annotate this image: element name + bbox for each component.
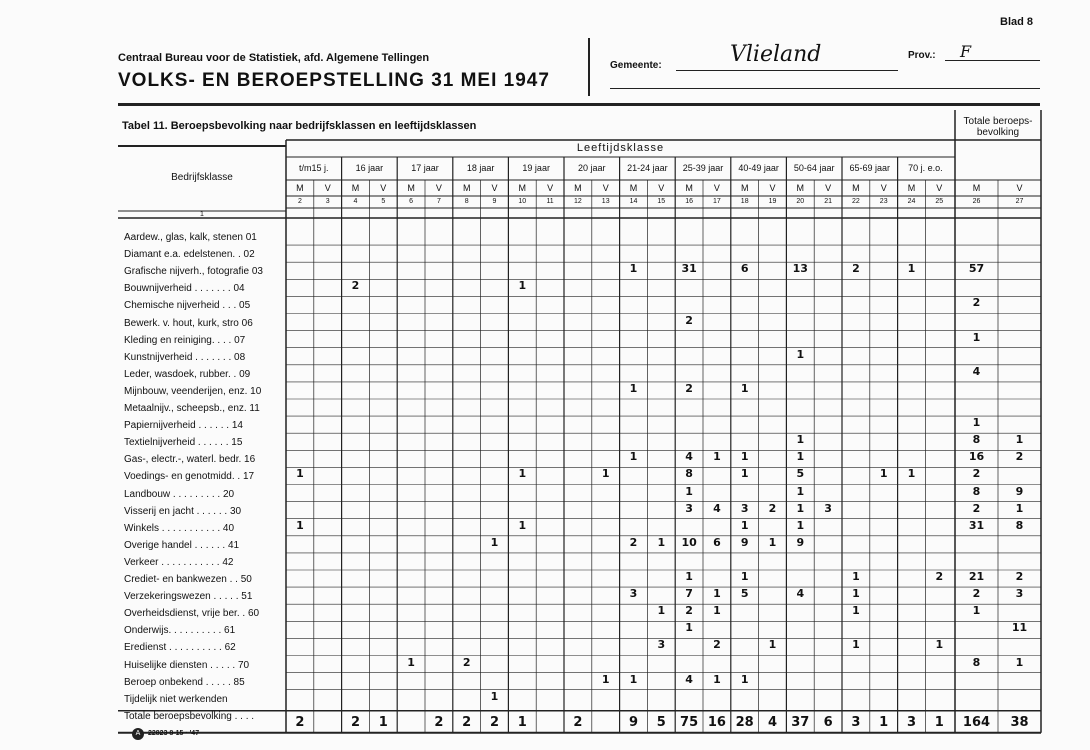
sex-label: V [491,183,498,193]
bedrijfsklasse-row-label: Overheidsdienst, vrije ber. . 60 [124,608,260,620]
col1-number: 1 [200,211,204,218]
bedrijfsklasse-row-label: Visserij en jacht . . . . . . 30 [124,505,242,517]
sex-label: M [629,183,638,193]
bedrijfsklasse-row-label: Tijdelijk niet werkenden [124,693,228,705]
handwritten-entry: 1 [907,467,916,481]
handwritten-entry: 1 [972,416,981,430]
bedrijfsklasse-row-label: Eredienst . . . . . . . . . . 62 [124,642,236,654]
handwritten-entry: 1 [935,638,944,652]
col-number: 9 [492,198,497,205]
handwritten-entry: 1 [1015,433,1024,447]
bedrijfsklasse-row-label: Leder, wasdoek, rubber. . 09 [124,368,251,380]
total-col-number: 27 [1015,198,1024,205]
total-col-number: 26 [972,198,981,205]
col-number: 23 [879,198,888,205]
bedrijfsklasse-row-label: Bouwnijverheid . . . . . . . 04 [124,283,245,295]
handwritten-entry: 1 [629,262,638,276]
sex-label: M [796,183,805,193]
handwritten-entry: 1 [879,467,888,481]
handwritten-entry: 1 [852,604,860,618]
handwritten-entry: 1 [972,330,981,344]
handwritten-entry: 2 [685,381,693,395]
handwritten-entry: 1 [601,672,610,686]
handwritten-entry: 1 [1015,655,1024,669]
handwritten-entry: 1 [490,535,499,549]
handwritten-entry: 2 [685,604,693,618]
handwritten-entry: 4 [685,450,693,464]
age-group-label: 65-69 jaar [849,163,891,173]
handwritten-entry: 1 [657,604,666,618]
bedrijfsklasse-row-label: Bewerk. v. hout, kurk, stro 06 [124,317,253,329]
total-entry: 164 [962,714,991,730]
total-entry: 2 [434,714,444,730]
handwritten-entry: 13 [792,262,808,276]
bedrijfsklasse-row-label: Papiernijverheid . . . . . . 14 [124,420,243,432]
sex-label: M [407,183,415,193]
sex-label: V [769,183,776,193]
bedrijfsklasse-row-label: Verkeer . . . . . . . . . . . 42 [124,556,234,568]
handwritten-entry: 3 [657,638,666,652]
total-entry: 3 [906,714,917,730]
handwritten-entry: 2 [972,467,981,481]
handwritten-entry: 1 [518,279,527,293]
total-entry: 37 [791,714,810,730]
total-entry: 16 [707,714,726,730]
handwritten-entry: 6 [740,262,749,276]
sex-label: M [518,183,527,193]
handwritten-entry: 1 [407,655,415,669]
col-number: 2 [297,198,302,205]
handwritten-entry: 2 [852,262,860,276]
handwritten-entry: 7 [685,587,693,601]
total-entry: 1 [378,714,388,730]
sex-label: V [324,183,331,193]
print-code: 22823 8-15 · '47 [148,730,200,737]
sex-label: V [602,183,609,193]
handwritten-entry: 3 [685,501,693,515]
age-group-label: t/m15 j. [299,163,329,173]
sex-label: M [462,183,471,193]
handwritten-entry: 3 [629,587,638,601]
sex-label: M [907,183,916,193]
handwritten-entry: 9 [1015,484,1024,498]
handwritten-entry: 4 [796,587,805,601]
handwritten-entry: 5 [740,587,749,601]
sex-label: V [435,183,442,193]
total-entry: 2 [462,714,472,730]
handwritten-entry: 2 [768,501,777,515]
col-number: 15 [657,198,666,205]
col-number: 10 [518,198,527,205]
total-entry: 2 [350,714,361,730]
table-title: Tabel 11. Beroepsbevolking naar bedrijfsklassen en leeftijdsklassen [122,120,477,132]
bedrijfsklasse-row-label: Huiselijke diensten . . . . . 70 [124,659,250,671]
col-number: 7 [436,198,441,205]
total-entry: 9 [628,714,639,730]
sex-label: V [713,183,720,193]
handwritten-entry: 1 [972,604,981,618]
gemeente-label: Gemeente: [610,60,662,71]
handwritten-entry: 11 [1011,621,1028,635]
total-entry: 2 [489,714,500,730]
handwritten-entry: 8 [685,467,693,481]
total-entry: 5 [656,714,666,730]
col-number: 18 [740,198,749,205]
bedrijfsklasse-row-label: Kunstnijverheid . . . . . . . 08 [124,351,246,363]
handwritten-entry: 1 [490,689,499,703]
handwritten-entry: 21 [968,570,985,583]
col-number: 3 [325,198,330,205]
handwritten-entry: 1 [768,535,777,549]
province-value: F [960,42,972,61]
total-entry: 2 [573,714,583,730]
gemeente-value: Vlieland [730,42,822,67]
total-entry: 1 [879,714,889,730]
handwritten-entry: 2 [935,570,944,583]
handwritten-entry: 4 [685,672,693,686]
bedrijfsklasse-row-label: Kleding en reiniging. . . . 07 [124,334,246,346]
col-number: 24 [907,198,916,205]
handwritten-entry: 1 [518,467,527,481]
col-number: 19 [768,198,777,205]
handwritten-entry: 1 [601,467,610,481]
handwritten-entry: 1 [518,518,527,532]
bedrijfsklasse-row-label: Metaalnijv., scheepsb., enz. 11 [124,403,260,414]
handwritten-entry: 2 [629,535,638,549]
handwritten-entry: 1 [713,450,721,464]
handwritten-entry: 9 [740,535,749,549]
handwritten-entry: 1 [907,262,916,276]
handwritten-entry: 2 [1015,570,1024,583]
handwritten-entry: 4 [972,364,981,378]
handwritten-entry: 1 [796,347,805,361]
handwritten-entry: 1 [852,638,860,652]
age-group-label: 17 jaar [411,163,439,173]
handwritten-entry: 8 [972,484,981,498]
handwritten-entry: 1 [796,450,805,464]
sheet-number: Blad 8 [1000,16,1034,28]
col-number: 13 [601,198,610,205]
age-group-label: 18 jaar [466,163,495,173]
handwritten-entry: 1 [796,433,805,447]
sex-label: V [658,183,665,193]
age-group-label: 50-64 jaar [793,163,835,173]
handwritten-entry: 1 [740,570,749,583]
handwritten-entry: 1 [629,450,638,464]
handwritten-entry: 10 [681,535,697,549]
col-number: 12 [574,198,582,205]
handwritten-entry: 1 [740,467,749,481]
handwritten-entry: 3 [1015,587,1024,601]
handwritten-entry: 1 [629,672,638,686]
total-entry: 1 [517,714,527,730]
handwritten-entry: 1 [740,518,749,532]
age-group-header: Leeftijdsklasse [576,142,665,154]
handwritten-entry: 2 [972,296,981,310]
col-number: 4 [353,198,358,205]
col-number: 20 [796,198,805,205]
handwritten-entry: 6 [713,535,721,549]
bedrijfsklasse-row-label: Beroep onbekend . . . . . 85 [124,676,245,688]
handwritten-entry: 4 [713,501,721,515]
handwritten-entry: 1 [768,638,777,652]
bedrijfsklasse-row-label: Diamant e.a. edelstenen. . 02 [124,249,255,261]
bedrijfsklasse-row-label: Mijnbouw, veenderijen, enz. 10 [124,385,262,397]
total-entry: 28 [735,714,754,730]
age-group-label: 16 jaar [355,163,384,173]
handwritten-entry: 1 [296,467,304,481]
handwritten-entry: 2 [685,313,693,327]
col-number: 11 [546,198,554,205]
total-row-label: Totale beroepsbevolking . . . . [124,711,255,722]
handwritten-entry: 57 [968,262,985,276]
total-entry: 2 [295,714,305,730]
bedrijfsklasse-row-label: Verzekeringswezen . . . . . 51 [124,591,253,603]
col-number: 21 [824,198,832,205]
bedrijfsklasse-row-label: Winkels . . . . . . . . . . . 40 [124,522,235,534]
total-entry: 3 [851,714,861,730]
handwritten-entry: 2 [1015,450,1024,464]
bedrijfsklasse-header: Bedrijfsklasse [171,172,233,183]
total-sex-label: V [1016,183,1023,193]
bedrijfsklasse-row-label: Chemische nijverheid . . . 05 [124,300,251,312]
handwritten-entry: 31 [968,518,985,532]
handwritten-entry: 1 [713,587,721,601]
age-group-label: 70 j. e.o. [908,163,943,173]
col-number: 22 [852,198,860,205]
bedrijfsklasse-row-label: Textielnijverheid . . . . . . 15 [124,437,243,449]
sex-label: V [380,183,387,193]
handwritten-entry: 1 [796,484,805,498]
col-number: 25 [935,198,944,205]
handwritten-entry: 2 [462,655,471,669]
sex-label: V [825,183,832,193]
handwritten-entry: 1 [657,535,666,549]
col-number: 17 [713,198,721,205]
bedrijfsklasse-row-label: Voedings- en genotmidd. . 17 [124,471,255,483]
handwritten-entry: 1 [796,501,805,515]
col-number: 16 [685,198,693,205]
handwritten-entry: 1 [852,570,860,583]
age-group-label: 25-39 jaar [682,163,724,173]
handwritten-entry: 31 [681,262,697,276]
total-entry: 6 [823,714,833,730]
total-entry: 4 [767,714,778,730]
province-label: Prov.: [908,50,936,61]
handwritten-entry: 8 [1015,518,1024,532]
handwritten-entry: 5 [796,467,805,481]
handwritten-entry: 1 [1015,501,1024,515]
handwritten-entry: 3 [740,501,749,515]
handwritten-entry: 1 [685,484,693,498]
total-entry: 38 [1010,714,1029,730]
sex-label: V [880,183,887,193]
sex-label: M [351,183,360,193]
handwritten-entry: 1 [740,381,749,395]
organisation-name: Centraal Bureau voor de Statistiek, afd. Algemene Tellingen [118,52,430,64]
handwritten-entry: 1 [685,570,693,583]
total-entry: 75 [680,714,699,730]
handwritten-entry: 1 [713,672,721,686]
sex-label: M [740,183,749,193]
age-group-label: 20 jaar [578,163,606,173]
sex-label: V [547,183,554,193]
total-entry: 1 [934,714,944,730]
handwritten-entry: 1 [740,672,749,686]
sex-label: M [296,183,304,193]
age-group-label: 21-24 jaar [627,163,668,173]
col-number: 5 [381,198,386,205]
bedrijfsklasse-row-label: Overige handel . . . . . . 41 [124,539,240,551]
bedrijfsklasse-row-label: Crediet- en bankwezen . . 50 [124,574,252,585]
handwritten-entry: 3 [824,501,832,515]
handwritten-entry: 8 [972,655,981,669]
handwritten-entry: 1 [740,450,749,464]
handwritten-entry: 1 [852,587,860,601]
publisher-logo-icon: A [132,728,144,740]
handwritten-entry: 1 [685,621,693,635]
bedrijfsklasse-row-label: Gas-, electr.-, waterl. bedr. 16 [124,454,256,466]
sex-label: V [936,183,943,193]
col-number: 6 [409,198,414,205]
total-header: Totale beroeps-bevolking [963,116,1033,138]
bedrijfsklasse-row-label: Grafische nijverh., fotografie 03 [124,266,263,278]
handwritten-entry: 1 [796,518,805,532]
col-number: 14 [629,198,638,205]
age-group-label: 19 jaar [522,163,550,173]
sex-label: M [574,183,582,193]
handwritten-entry: 9 [796,535,805,549]
handwritten-entry: 1 [713,604,721,618]
bedrijfsklasse-row-label: Landbouw . . . . . . . . . 20 [124,488,235,500]
bedrijfsklasse-row-label: Aardew., glas, kalk, stenen 01 [124,232,257,243]
handwritten-entry: 2 [713,638,721,652]
handwritten-entry: 2 [351,279,360,293]
col-number: 8 [464,198,469,205]
handwritten-entry: 1 [296,518,304,532]
bedrijfsklasse-row-label: Onderwijs. . . . . . . . . . 61 [124,625,236,637]
sex-label: M [685,183,693,193]
total-sex-label: M [972,183,981,193]
handwritten-entry: 8 [972,433,981,447]
handwritten-entry: 2 [972,587,981,601]
form-title: VOLKS- EN BEROEPSTELLING 31 MEI 1947 [118,70,550,91]
handwritten-entry: 2 [972,501,981,515]
handwritten-entry: 16 [968,450,985,464]
sex-label: M [852,183,860,193]
handwritten-entry: 1 [629,381,638,395]
age-group-label: 40-49 jaar [738,163,779,173]
